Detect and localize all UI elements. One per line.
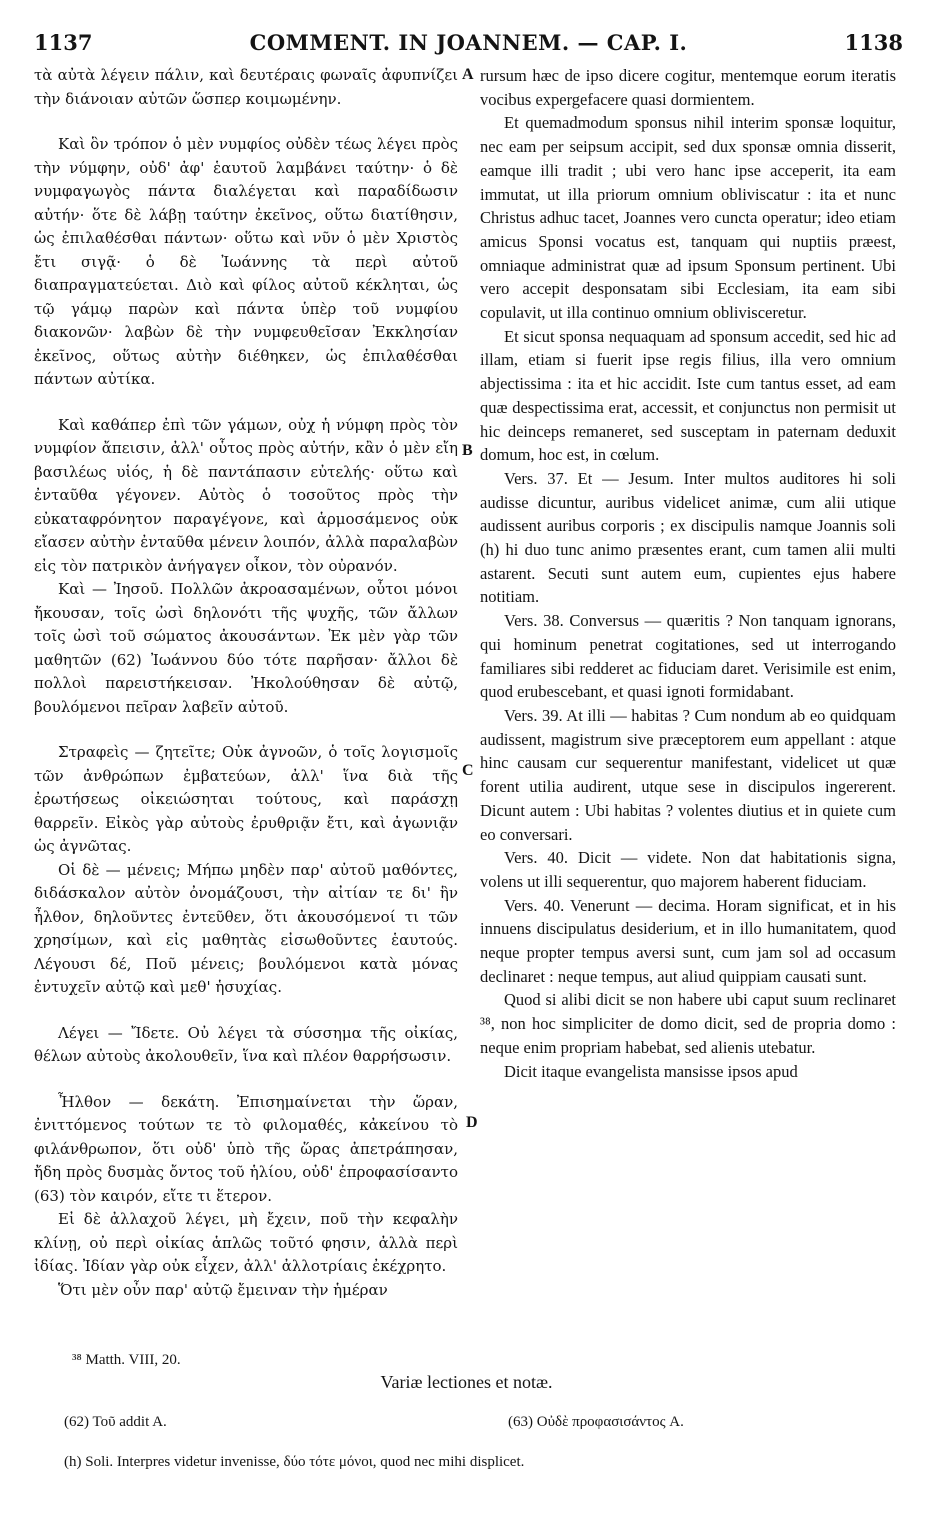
page-number-left: 1137 <box>34 30 93 55</box>
latin-paragraph: Vers. 38. Conversus — quæritis ? Non tanquam ignorans, qui hominum penetrat cogitationes, sed ut interrogando familiares sibi redderet ac fiduciam daret. Verisimile est enim, quod erubescebant, et quasi ignoti formidabant. <box>480 611 896 702</box>
greek-paragraph: Λέγει — Ἴδετε. Οὐ λέγει τὰ σύσσημα τῆς οἰκίας, θέλων αὐτοὺς ἀκολουθεῖν, ἵνα καὶ πλέον θαρρήσωσιν. <box>34 1023 458 1065</box>
running-header <box>34 30 903 60</box>
note-63: (63) Οὐδὲ προφασισάντος A. <box>508 1414 684 1430</box>
margin-marker-b: B <box>462 442 473 459</box>
latin-paragraph: Vers. 37. Et — Jesum. Inter multos auditores hi soli audisse dicuntur, auribus videlicet animæ, cum alii utique audissent auribus corporis ; ex discipulis namque Joannis soli (h) hi duo tunc animo præsentes erant, cum tamen alii multi astarent. Secuti sunt autem eum, cupientes ejus habere notitiam. <box>480 468 896 607</box>
margin-marker-c: C <box>462 762 474 779</box>
note-h: (h) Soli. Interpres videtur invenisse, δύο τότε μόνοι, quod nec mihi displicet. <box>64 1454 525 1470</box>
greek-paragraph: Εἰ δὲ ἀλλαχοῦ λέγει, μὴ ἔχειν, ποῦ τὴν κεφαλὴν κλίνῃ, οὐ περὶ οἰκίας ἁπλῶς τοῦτό φησιν, ἀλλὰ περὶ ἰδίας. Ἰδίαν γὰρ οὐκ εἶχεν, ἀλλ' ἀλλοτρίαις ἐκέχρητο. <box>34 1210 458 1275</box>
greek-paragraph: Καὶ — Ἰησοῦ. Πολλῶν ἀκροασαμένων, οὗτοι μόνοι ἤκουσαν, τοῖς ὠσὶ δηλονότι τῆς ψυχῆς, τῶν ἄλλων τοῖς ὠσὶ τοῦ σώματος ἀκουσάντων. Ἐκ μὲν γὰρ τῶν μαθητῶν (62) Ἰωάννου δύο τότε παρῆσαν· ἄλλοι δὲ πολλοὶ παρειστήκεισαν. Ἠκολούθησαν δὲ αὐτῷ, βουλόμενοι πεῖραν λαβεῖν αὐτοῦ. <box>34 580 458 716</box>
greek-paragraph: Ἦλθον — δεκάτη. Ἐπισημαίνεται τὴν ὥραν, ἐνιττόμενος τούτων τε τὸ φιλομαθές, κἀκείνου τὸ φιλάνθρωπον, ὅτι οὐδ' ὑπὸ τῆς ὥρας ἀπετράπησαν, ἤδη πρὸς δυσμὰς ὄντος τοῦ ἡλίου, οὐδ' ἐπροφασίσαντο (63) τὸν καιρόν, εἴτε τι ἕτερον. <box>34 1092 458 1205</box>
greek-paragraph: Στραφεὶς — ζητεῖτε; Οὐκ ἀγνοῶν, ὁ τοῖς λογισμοῖς τῶν ἀνθρώπων ἐμβατεύων, ἀλλ' ἵνα διὰ τῆς ἐρωτήσεως οἰκειώσηται τούτους, καὶ παράσχῃ θαρρεῖν. Εἰκὸς γὰρ αὐτοὺς ἐρυθριᾷν ἔτι, καὶ ἀγωνιᾷν ὡς ἀγνῶτας. <box>34 743 458 855</box>
latin-column <box>480 64 896 1083</box>
greek-paragraph: τὰ αὐτὰ λέγειν πάλιν, καὶ δευτέραις φωναῖς ἀφυπνίζει τὴν διάνοιαν αὐτῶν ὥσπερ κοιμωμένην. <box>34 66 458 108</box>
greek-paragraph: Καὶ καθάπερ ἐπὶ τῶν γάμων, οὐχ ἡ νύμφη πρὸς τὸν νυμφίον ἄπεισιν, ἀλλ' οὗτος πρὸς αὐτήν, κἂν ὁ μὲν εἴη βασιλέως υἱός, ἡ δὲ παντάπασιν εὐτελής· οὕτω καὶ ἐνταῦθα γέγονεν. Αὐτὸς ὁ τοσοῦτος πρὸς τὴν εὐκαταφρόνητον παραγέγονε, καὶ ἁρμοσάμενος οὐκ εἴασεν αὐτὴν ἐνταῦθα μένειν λοιπόν, ἀλλὰ παραλαβὼν εἰς τὸν πατρικὸν ἀνήγαγεν οἶκον, τὸν οὐρανόν. <box>34 415 458 575</box>
latin-paragraph: Dicit itaque evangelista mansisse ipsos apud <box>504 1061 798 1081</box>
running-title: COMMENT. IN JOANNEM. — CAP. I. <box>249 30 688 55</box>
footnote: ³⁸ Matth. VIII, 20. <box>72 1352 181 1368</box>
margin-marker-d: D <box>466 1114 478 1131</box>
greek-paragraph: Καὶ ὃν τρόπον ὁ μὲν νυμφίος οὐδὲν τέως λέγει πρὸς τὴν νύμφην, οὐδ' ἀφ' ἑαυτοῦ λαμβάνει ταύτην· ὁ δὲ νυμφαγωγὸς πάντα διαλέγεται καὶ παραδίδωσιν αὐτήν· ὅτε δὲ λάβῃ ταύτην ἐκεῖνος, οὕτω διατίθησιν, ὡς ἐπιλαθέσθαι πάντων· οὕτω καὶ νῦν ὁ μὲν Χριστὸς ἔτι σιγᾷ· ὁ δὲ Ἰωάννης τὰ περὶ αὐτοῦ διαπραγματεύεται. Διὸ καὶ φίλος αὐτοῦ κέκληται, ὡς τῷ γάμῳ παρὼν καὶ πάντα ὑπὲρ τοῦ νυμφίου διακονῶν· λαβὼν δὲ τὴν νυμφευθεῖσαν Ἐκκλησίαν ἐκεῖνος, οὕτως αὐτὴν διέθηκεν, ὡς ἐπιλαθέσθαι πάντων αὐτίκα. <box>34 135 458 388</box>
margin-marker-a: A <box>462 66 474 83</box>
latin-paragraph: Vers. 39. At illi — habitas ? Cum nondum ab eo quidquam audissent, magistrum sive præceptorem eum appellant : atque hinc causam cur sequerentur manifestant, videlicet ut quæ forent utilia audirent, utque sese in discipulos ingererent. Dicunt autem : Ubi habitas ? volentes diutius et in quiete cum eo conversari. <box>480 705 896 844</box>
greek-column <box>34 64 458 1302</box>
note-62: (62) Τοῦ addit A. <box>64 1414 167 1430</box>
latin-paragraph: Quod si alibi dicit se non habere ubi caput suum reclinaret ³⁸, non hoc simpliciter de domo dicit, sed de propria domo : neque enim propriam habebat, sed alienis utebatur. <box>480 990 896 1057</box>
latin-paragraph: Et sicut sponsa nequaquam ad sponsum accedit, sed hic ad illam, etiam si fuerit ipse regis filius, illa vero omnium abjectissima : ita et hic accidit. Iste cum tantus esset, ad eam quæ despectissima erat, accessit, et conjunctus non permisit ut hic deinceps remaneret, sed susceptam in paternam deduxit domum, hoc est, in cœlum. <box>480 326 896 465</box>
latin-paragraph: Et quemadmodum sponsus nihil interim sponsæ loquitur, nec eam per seipsum accipit, sed dux sponsæ omnia disserit, eamque illi tradit ; ubi vero hanc ipse acceperit, ita eam immutat, ut illa priorum omnium obliviscatur : ita et nunc Christus adhuc tacet, Joannes vero cuncta operatur; ideo etiam amicus Sponsi vocatus est, tanquam qui nuptiis præest, omniaque administrat quæ ad ipsum Sponsum pertinent. Ubi vero accepit desponsatam sibi Ecclesiam, ita eam sibi copulavit, ut illa continuo omnium oblivisceretur. <box>480 113 896 323</box>
latin-paragraph: rursum hæc de ipso dicere cogitur, mentemque eorum iteratis vocibus expergefacere quasi dormientem. <box>480 66 896 109</box>
notes-title: Variæ lectiones et notæ. <box>380 1372 553 1392</box>
greek-paragraph: Οἱ δὲ — μένεις; Μήπω μηδὲν παρ' αὐτοῦ μαθόντες, διδάσκαλον αὐτὸν ὀνομάζουσι, τὴν αἰτίαν τε δι' ἣν ἦλθον, δηλοῦντες ἐντεῦθεν, ὅτι ἀκουσόμενοί τι τῶν χρησίμων, καὶ εἰς μαθητὰς εἰσωθοῦντες ἑαυτούς. Λέγουσι δέ, Ποῦ μένεις; βουλόμενοι κατὰ μόνας ἐντυχεῖν αὐτῷ καὶ μεθ' ἡσυχίας. <box>34 860 458 996</box>
latin-paragraph: Vers. 40. Venerunt — decima. Horam significat, et in his innuens discipulatus desiderium, et in illo humanitatem, quod neque propter tempus aversi sunt, cum jam sol ad occasum declinaret : neque tempus, aut aliud quippiam causati sunt. <box>480 895 896 986</box>
greek-paragraph: Ὅτι μὲν οὖν παρ' αὐτῷ ἔμειναν τὴν ἡμέραν <box>58 1280 388 1299</box>
page-number-right: 1138 <box>844 30 903 55</box>
latin-paragraph: Vers. 40. Dicit — videte. Non dat habitationis signa, volens ut illi sequerentur, quo majorem haberent fiduciam. <box>480 848 896 891</box>
